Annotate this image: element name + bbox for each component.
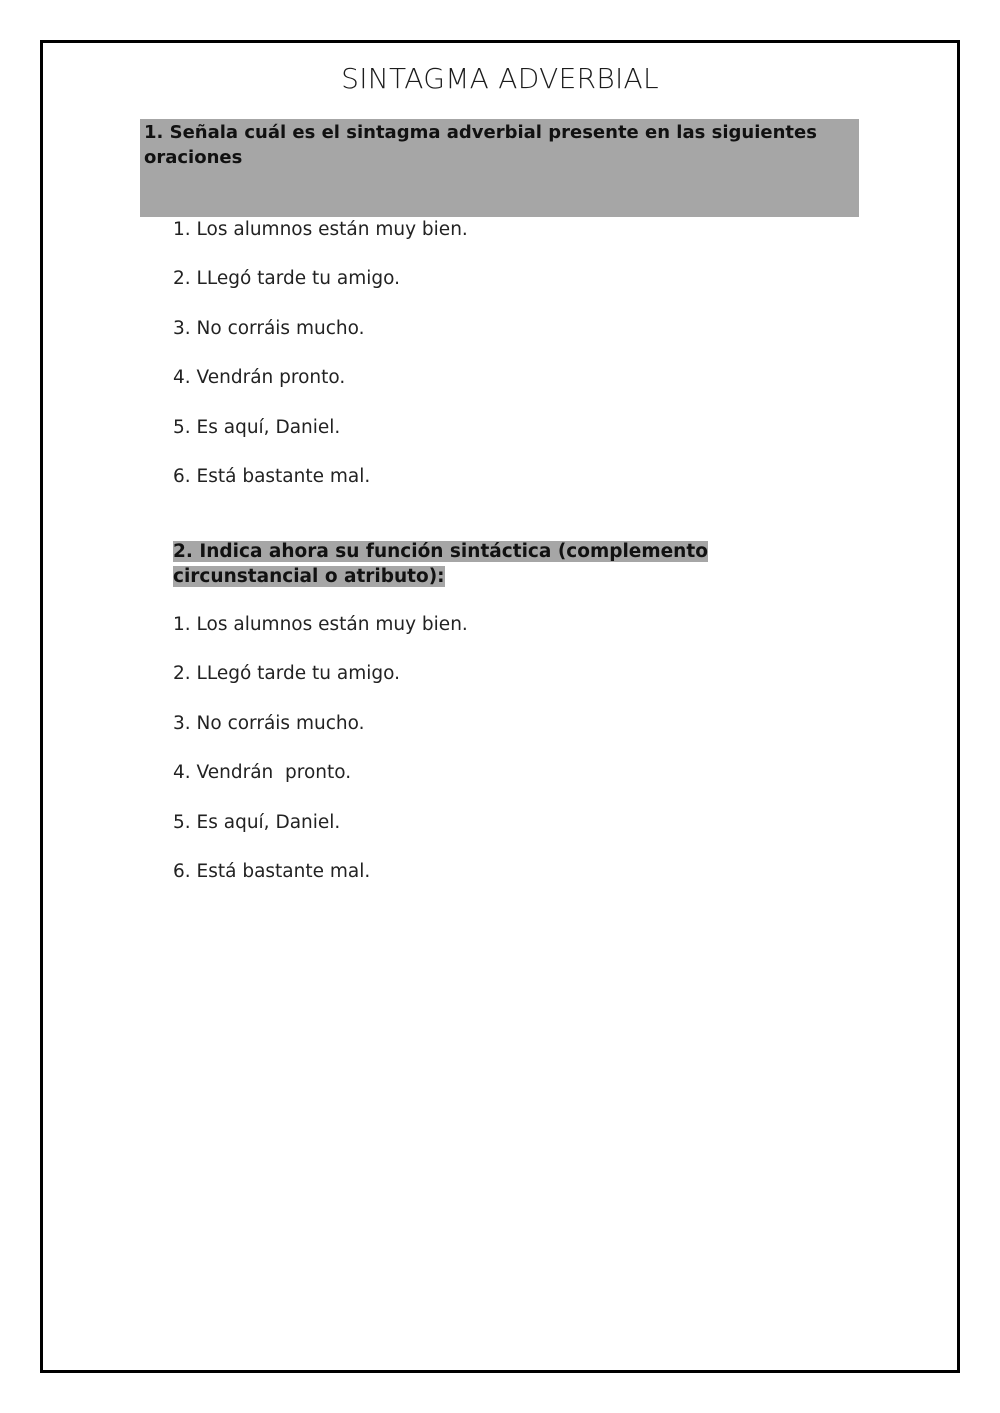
question-2-sentence-list xyxy=(173,613,468,909)
question-1-header xyxy=(140,119,859,217)
sentence-item: 1. Los alumnos están muy bien. xyxy=(173,614,468,635)
page-title: SINTAGMA ADVERBIAL xyxy=(341,62,659,95)
sentence-item: 5. Es aquí, Daniel. xyxy=(173,416,341,438)
sentence-item: 6. Está bastante mal. xyxy=(173,860,371,882)
sentence-item: 2. LLegó tarde tu amigo. xyxy=(173,268,400,290)
sentence-item: 2. LLegó tarde tu amigo. xyxy=(173,663,400,685)
sentence-item: 3. No corráis mucho. xyxy=(173,317,365,339)
sentence-item: 4. Vendrán pronto. xyxy=(173,367,346,389)
sentence-item: 3. No corráis mucho. xyxy=(173,712,365,734)
question-2-prompt: 2. Indica ahora su función sintáctica (complemento circunstancial o atributo): xyxy=(173,541,708,587)
sentence-item: 1. Los alumnos están muy bien. xyxy=(173,219,468,240)
question-1-prompt: 1. Señala cuál es el sintagma adverbial presente en las siguientes oraciones xyxy=(144,122,817,168)
question-1-sentence-list xyxy=(173,218,468,514)
sentence-item: 5. Es aquí, Daniel. xyxy=(173,811,341,833)
sentence-item: 6. Está bastante mal. xyxy=(173,465,371,487)
question-2-header xyxy=(173,539,853,589)
sentence-item: 4. Vendrán pronto. xyxy=(173,762,352,784)
